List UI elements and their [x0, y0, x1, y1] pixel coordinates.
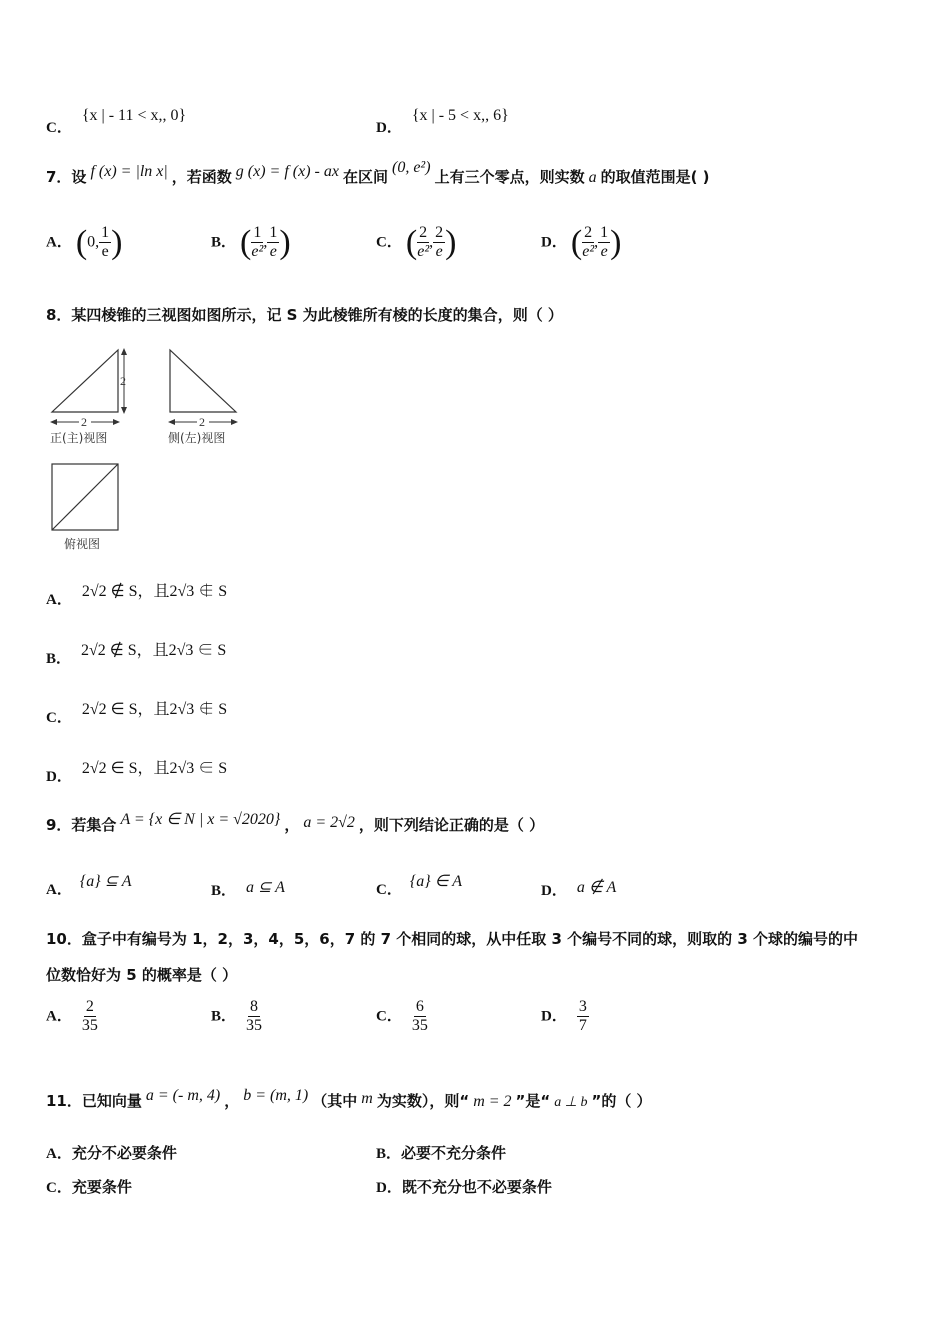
- three-view-diagram: [46, 344, 256, 556]
- option-text: 必要不充分条件: [401, 1144, 507, 1162]
- top-caption: 俯视图: [64, 537, 101, 551]
- option-text: 既不充分也不必要条件: [401, 1178, 552, 1196]
- option-math: 2√2 ∉ S，且2√3 ∈ S: [81, 642, 227, 659]
- fraction: $\frac{2}{\text{e²}}$: [417, 224, 430, 261]
- dim-side-w: 2: [199, 415, 205, 429]
- option-label: A．: [46, 234, 72, 251]
- option-math: 2√2 ∈ S，且2√3 ∈ S: [81, 760, 228, 777]
- q8-stem: 8．某四棱锥的三视图如图所示，记 S 为此棱锥所有棱的长度的集合，则（ ）: [46, 306, 563, 324]
- fraction: $\frac{1}{e}$: [600, 224, 609, 261]
- q10-stem-line2: 位数恰好为 5 的概率是（ ）: [46, 966, 238, 984]
- math-vec-b: b = (m, 1): [243, 1087, 309, 1104]
- option-label: C．: [46, 710, 72, 726]
- option-math: 2√2 ∈ S，且2√3 ∉ S: [81, 701, 228, 718]
- math-a-def: a = 2√2: [303, 814, 355, 831]
- q8-option-c[interactable]: [46, 696, 228, 726]
- q6-option-d[interactable]: [376, 104, 509, 136]
- question-number: 7．设: [46, 168, 87, 186]
- fraction: $\frac{6}{35}$: [411, 998, 428, 1035]
- option-label: A．: [46, 1146, 72, 1162]
- option-label: C．: [376, 1008, 402, 1025]
- q10-option-d[interactable]: [541, 998, 589, 1036]
- stem-text: ，若函数: [171, 168, 232, 186]
- option-math: {x | - 11 < x,, 0}: [81, 107, 187, 124]
- option-label: A．: [46, 1008, 72, 1025]
- option-label: D．: [46, 769, 72, 785]
- option-label: D．: [541, 234, 567, 251]
- q8-option-a[interactable]: [46, 578, 228, 608]
- q9-option-a[interactable]: [46, 870, 132, 898]
- fraction: $\frac{2}{35}$: [81, 998, 98, 1035]
- option-math: {a} ∈ A: [409, 873, 463, 890]
- fraction: $\frac{1}{e}$: [269, 224, 278, 261]
- math-cond: m = 2: [473, 1093, 512, 1110]
- dim-front-h: 2: [120, 374, 126, 388]
- q10-option-b[interactable]: [211, 998, 262, 1036]
- q7-option-b[interactable]: B． ( $\frac{1}{\text{e²}}$ , $\frac{1}{e}$ ): [211, 223, 291, 261]
- option-label: A．: [46, 882, 72, 898]
- math-var: a: [588, 169, 597, 186]
- q10-option-a[interactable]: [46, 998, 98, 1036]
- q9-option-b[interactable]: [211, 876, 285, 897]
- q10-stem-line1: 10．盒子中有编号为 1，2，3，4，5，6，7 的 7 个相同的球，从中任取 3 个编号不同的球，则取的 3 个球的编号的中: [46, 930, 859, 948]
- math-left: 0,: [87, 233, 100, 251]
- question-number: 11．已知向量: [46, 1092, 142, 1110]
- dim-front-w: 2: [81, 415, 87, 429]
- side-view-shape: [170, 350, 236, 412]
- option-label: C．: [376, 234, 402, 251]
- math-g-def: g (x) = f (x) - ax: [235, 163, 339, 180]
- q11-option-b[interactable]: [376, 1142, 506, 1163]
- q9-option-d[interactable]: [541, 876, 616, 897]
- option-label: B．: [46, 651, 72, 667]
- stem-text: 的取值范围是( ): [600, 168, 710, 186]
- option-label: D．: [376, 1180, 402, 1196]
- option-math: {a} ⊆ A: [79, 873, 132, 890]
- stem-text: 在区间: [342, 168, 388, 186]
- option-text: 充要条件: [71, 1178, 132, 1196]
- option-label: D．: [376, 120, 402, 136]
- option-label: B．: [211, 1008, 237, 1025]
- math-interval: (0, e²): [392, 159, 431, 176]
- front-view-shape: [52, 350, 118, 412]
- q8-option-b[interactable]: [46, 637, 227, 667]
- fraction: $\frac{1}{\text{e²}}$: [251, 224, 264, 261]
- stem-text: 上有三个零点，则实数: [434, 168, 585, 186]
- option-label: C．: [46, 1180, 72, 1196]
- option-label: D．: [541, 883, 567, 899]
- option-label: B．: [211, 883, 237, 899]
- option-label: A．: [46, 592, 72, 608]
- q11-option-a[interactable]: [46, 1142, 177, 1163]
- option-math: a ⊆ A: [246, 879, 285, 896]
- option-label: B．: [211, 234, 237, 251]
- fraction: $\frac{3}{7}$: [578, 998, 587, 1035]
- math-vec-a: a = (- m, 4): [145, 1087, 221, 1104]
- side-caption: 侧(左)视图: [168, 431, 226, 445]
- fraction: $\frac{1}{e}$: [101, 224, 110, 261]
- option-label: B．: [376, 1146, 402, 1162]
- fraction: $\frac{8}{35}$: [246, 998, 263, 1035]
- q11-option-c[interactable]: [46, 1176, 132, 1197]
- option-math: 2√2 ∉ S，且2√3 ∉ S: [81, 583, 228, 600]
- stem-text: ，则下列结论正确的是（ ）: [358, 816, 545, 834]
- q10-option-c[interactable]: [376, 998, 428, 1036]
- q8-option-d[interactable]: [46, 755, 228, 785]
- option-math: a ∉ A: [576, 879, 617, 896]
- option-text: 充分不必要条件: [71, 1144, 177, 1162]
- option-label: C．: [376, 882, 402, 898]
- option-math: {x | - 5 < x,, 6}: [411, 107, 509, 124]
- q6-option-c[interactable]: [46, 104, 187, 136]
- q11-option-d[interactable]: [376, 1176, 552, 1197]
- question-number: 9．若集合: [46, 816, 117, 834]
- math-set: A = {x ∈ N | x = √2020}: [120, 811, 281, 828]
- q9-option-c[interactable]: [376, 870, 463, 898]
- fraction: $\frac{2}{e}$: [435, 224, 444, 261]
- math-perp: a ⊥ b: [554, 1095, 588, 1110]
- q7-stem: [46, 159, 710, 187]
- q7-option-a[interactable]: A． (0, $\frac{1}{e}$ ): [46, 223, 123, 261]
- option-label: D．: [541, 1008, 567, 1025]
- q7-option-d[interactable]: D． ( $\frac{2}{\text{e²}}$ , $\frac{1}{e}$ ): [541, 223, 622, 261]
- math-m: m: [361, 1090, 373, 1107]
- q11-stem: 11．已知向量 a = (- m, 4) ， b = (m, 1) （其中 m 为实数），则“ m = 2 ”是“ a ⊥ b ”的（ ）: [46, 1087, 652, 1110]
- math-f-def: f (x) = |ln x|: [90, 163, 168, 180]
- front-caption: 正(主)视图: [50, 431, 108, 445]
- q7-option-c[interactable]: C． ( $\frac{2}{\text{e²}}$ , $\frac{2}{e}$ ): [376, 223, 457, 261]
- fraction: $\frac{2}{\text{e²}}$: [582, 224, 595, 261]
- q9-stem: 9．若集合 A = {x ∈ N | x = √2020} ， a = 2√2 ，则下列结论正确的是（ ）: [46, 811, 545, 834]
- option-label: C．: [46, 120, 72, 136]
